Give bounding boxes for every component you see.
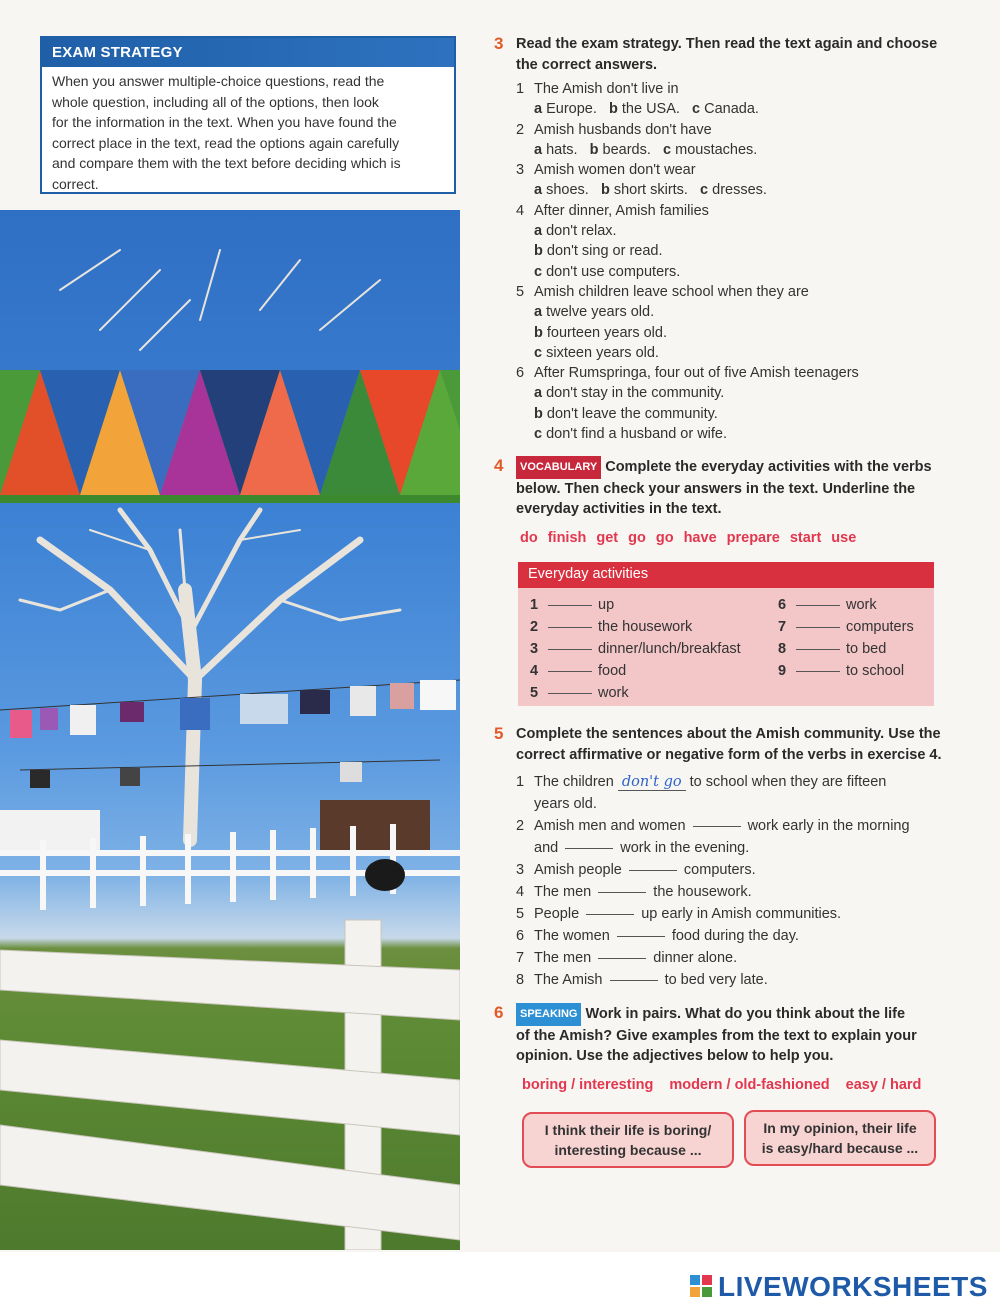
amish-farm-photo <box>0 210 460 1250</box>
answer-blank[interactable] <box>548 671 592 672</box>
table-row <box>530 616 741 638</box>
sentence-start: People <box>534 906 580 922</box>
instruction-line: below. Then check your answers in the text. Underline the <box>516 480 916 497</box>
option-a[interactable]: Europe. <box>546 101 597 118</box>
row-text: computers <box>846 619 914 635</box>
option-letter: b <box>609 101 618 118</box>
sentence-number: 2 <box>516 818 525 834</box>
option-letter: b <box>600 182 610 199</box>
row-number: 6 <box>778 597 787 613</box>
row-text: dinner/lunch/breakfast <box>598 641 741 657</box>
answer-gap[interactable] <box>586 914 634 915</box>
question-text: The Amish don't live in <box>534 81 679 97</box>
sentence-start: Amish men and women <box>534 818 686 834</box>
speaking-badge: SPEAKING <box>516 1003 581 1026</box>
option-a[interactable]: don't stay in the community. <box>546 385 725 402</box>
sentence-end: to bed very late. <box>664 972 768 988</box>
option-row <box>534 140 964 160</box>
row-number: 7 <box>778 619 787 635</box>
exercise-instruction <box>516 456 964 520</box>
question-text: After dinner, Amish families <box>534 202 709 219</box>
option-c[interactable]: don't find a husband or wife. <box>546 426 728 443</box>
exercise-5 <box>494 724 964 991</box>
answer-gap[interactable] <box>610 980 658 981</box>
exercise-number: 4 <box>494 456 504 475</box>
option-letter: c <box>700 182 709 199</box>
row-text: the housework <box>598 619 693 635</box>
exercise-number: 3 <box>494 34 504 53</box>
question <box>516 282 964 302</box>
row-number: 3 <box>530 641 539 657</box>
option-a[interactable]: twelve years old. <box>546 304 655 321</box>
example-answer: don't go <box>618 774 686 791</box>
exercise-6 <box>494 1003 964 1093</box>
option-a[interactable]: hats. <box>546 141 578 158</box>
exercise-number: 6 <box>494 1003 504 1022</box>
question-number: 2 <box>516 121 525 138</box>
adjective-pair: easy / hard <box>845 1076 922 1093</box>
table-row <box>530 660 741 682</box>
option-letter: c <box>534 344 543 361</box>
question-number: 5 <box>516 283 525 300</box>
question <box>516 79 964 99</box>
sentence-end: food during the day. <box>671 928 799 944</box>
verb-word: finish <box>547 529 587 546</box>
answer-blank[interactable] <box>796 605 840 606</box>
verb-word: use <box>831 529 857 546</box>
speech-bubble-1 <box>522 1112 734 1168</box>
sentence-start: The Amish <box>534 972 603 988</box>
option-b[interactable]: fourteen years old. <box>546 324 667 341</box>
row-number: 1 <box>530 597 539 613</box>
row-number: 8 <box>778 641 787 657</box>
barn <box>320 800 430 850</box>
sentence-start: The women <box>534 928 610 944</box>
instruction-line: correct affirmative or negative form of the verbs in exercise 4. <box>516 746 942 763</box>
sentence-continuation: years old. <box>534 796 597 812</box>
table-left-column <box>530 594 741 704</box>
option-row <box>534 262 964 282</box>
option-c[interactable]: moustaches. <box>675 141 758 158</box>
sentence-start: The men <box>534 884 592 900</box>
sentence-end: up early in Amish communities. <box>641 906 842 922</box>
sentence <box>516 925 964 947</box>
sentence-start: The children <box>534 774 614 790</box>
answer-gap[interactable] <box>565 848 613 849</box>
verb-word: go <box>655 529 674 546</box>
answer-gap[interactable] <box>629 870 677 871</box>
sentence <box>516 859 964 881</box>
sentence-end: work in the evening. <box>620 840 750 856</box>
option-row <box>534 99 964 119</box>
option-letter: c <box>663 141 672 158</box>
everyday-activities-table <box>518 562 934 706</box>
liveworksheets-logo[interactable]: LIVEWORKSHEETS <box>718 1271 988 1302</box>
sentence-end: to school when they are fifteen <box>689 774 887 790</box>
table-row <box>778 616 914 638</box>
option-row <box>534 180 964 200</box>
exam-strategy-title: EXAM STRATEGY <box>42 38 454 67</box>
table-row <box>530 594 741 616</box>
row-number: 4 <box>530 663 539 679</box>
exercise-3 <box>494 34 964 444</box>
question-number: 6 <box>516 365 525 382</box>
question-number: 4 <box>516 202 525 219</box>
answer-blank[interactable] <box>548 649 592 650</box>
question <box>516 201 964 221</box>
option-row <box>534 424 964 444</box>
sentence <box>516 903 964 925</box>
answer-gap[interactable] <box>693 826 741 827</box>
option-letter: a <box>534 304 543 321</box>
strategy-line: correct. <box>52 175 99 192</box>
table-right-column <box>778 594 914 682</box>
table-row <box>778 594 914 616</box>
sentence-start: and <box>534 840 559 856</box>
table-row <box>530 682 741 704</box>
exercise-4 <box>494 456 964 546</box>
question-text: Amish children leave school when they are <box>534 283 809 300</box>
option-row <box>534 383 964 403</box>
row-text: food <box>598 663 627 679</box>
option-b[interactable]: short skirts. <box>613 182 688 199</box>
front-fence <box>0 920 460 1250</box>
question-text: After Rumspringa, four out of five Amish teenagers <box>534 365 859 382</box>
sentence-end: computers. <box>683 862 756 878</box>
table-row <box>778 638 914 660</box>
row-number: 5 <box>530 685 539 701</box>
row-text: up <box>598 597 615 613</box>
answer-blank[interactable] <box>548 693 592 694</box>
row-text: to school <box>846 663 905 679</box>
instruction-line: Complete the sentences about the Amish community. Use the <box>516 726 941 742</box>
sentence-end: dinner alone. <box>653 950 738 966</box>
row-text: work <box>846 597 877 613</box>
sentence-start: The men <box>534 950 592 966</box>
instruction-line: of the Amish? Give examples from the text to explain your <box>516 1027 917 1044</box>
quilt-banner <box>0 370 460 503</box>
option-letter: b <box>534 243 543 260</box>
instruction-line: the correct answers. <box>516 56 658 73</box>
question <box>516 160 964 180</box>
adjective-list <box>522 1077 964 1093</box>
option-letter: a <box>534 182 543 199</box>
option-letter: b <box>534 405 543 422</box>
exercise-instruction <box>516 34 964 75</box>
sentence-continuation <box>516 837 964 859</box>
row-text: to bed <box>846 641 887 657</box>
strategy-line: and compare them with the text before deciding which is <box>52 155 401 171</box>
sentence <box>516 815 964 837</box>
verb-word: have <box>683 529 717 546</box>
option-letter: c <box>692 101 701 118</box>
instruction-line: Read the exam strategy. Then read the text again and choose <box>516 36 938 52</box>
option-a[interactable]: don't relax. <box>546 223 617 240</box>
instruction-line: opinion. Use the adjectives below to help you. <box>516 1048 834 1064</box>
sentence <box>516 771 964 793</box>
question <box>516 363 964 383</box>
sentence-number: 5 <box>516 906 525 922</box>
question-text: Amish husbands don't have <box>534 121 712 138</box>
verb-word: do <box>520 529 538 546</box>
exercise-instruction <box>516 724 964 765</box>
sentence-end: the housework. <box>653 884 752 900</box>
answer-blank[interactable] <box>548 627 592 628</box>
answer-gap[interactable] <box>617 936 665 937</box>
row-number: 9 <box>778 663 787 679</box>
option-row <box>534 241 964 261</box>
option-letter: a <box>534 101 543 118</box>
exam-strategy-text <box>42 67 454 198</box>
sentence <box>516 881 964 903</box>
answer-blank[interactable] <box>796 671 840 672</box>
answer-blank[interactable] <box>796 627 840 628</box>
option-letter: a <box>534 141 543 158</box>
liveworksheets-logo-icon <box>690 1275 712 1297</box>
sentence-number: 1 <box>516 774 525 790</box>
option-c[interactable]: sixteen years old. <box>546 344 659 361</box>
sentence-number: 4 <box>516 884 525 900</box>
option-b[interactable]: the USA. <box>621 101 680 118</box>
sentence-number: 8 <box>516 972 525 988</box>
option-letter: a <box>534 385 543 402</box>
instruction-line: everyday activities in the text. <box>516 501 722 517</box>
bubble-line: In my opinion, their life <box>763 1120 917 1136</box>
answer-gap[interactable] <box>598 892 646 893</box>
strategy-line: correct place in the text, read the options again carefully <box>52 134 400 151</box>
answer-gap[interactable] <box>598 958 646 959</box>
option-c[interactable]: don't use computers. <box>546 263 681 280</box>
verb-word: start <box>789 529 822 546</box>
bare-tree <box>20 250 400 840</box>
row-number: 2 <box>530 619 539 635</box>
question-number: 1 <box>516 81 525 97</box>
bubble-line: is easy/hard because ... <box>761 1140 919 1156</box>
farmhouse <box>0 810 100 850</box>
table-title: Everyday activities <box>518 562 934 588</box>
option-letter: c <box>534 426 543 443</box>
answer-blank[interactable] <box>796 649 840 650</box>
option-c[interactable]: dresses. <box>712 182 767 199</box>
option-a[interactable]: shoes. <box>546 182 589 199</box>
option-c[interactable]: Canada. <box>704 101 759 118</box>
vocabulary-badge: VOCABULARY <box>516 456 601 479</box>
bubble-line: I think their life is boring/ <box>544 1122 712 1138</box>
sentence-number: 7 <box>516 950 525 966</box>
option-b[interactable]: don't sing or read. <box>546 243 663 260</box>
adjective-pair: boring / interesting <box>522 1076 654 1093</box>
sentence-number: 6 <box>516 928 525 944</box>
option-row <box>534 302 964 322</box>
clothesline <box>0 680 460 788</box>
instruction-line: Complete the everyday activities with the verbs <box>605 459 932 475</box>
option-letter: c <box>534 263 543 280</box>
instruction-line: Work in pairs. What do you think about the life <box>585 1006 906 1022</box>
option-letter: a <box>534 223 543 240</box>
option-b[interactable]: beards. <box>602 141 651 158</box>
row-text: work <box>598 685 629 701</box>
option-row <box>534 404 964 424</box>
sentence <box>516 947 964 969</box>
verb-word: go <box>628 529 646 546</box>
question-number: 3 <box>516 162 525 179</box>
option-row <box>534 221 964 241</box>
bubble-line: interesting because ... <box>554 1142 702 1158</box>
question <box>516 120 964 140</box>
option-letter: b <box>589 141 599 158</box>
sentence-end: work early in the morning <box>747 818 910 834</box>
strategy-line: When you answer multiple-choice questions, read the <box>52 73 385 89</box>
verb-list <box>520 530 964 546</box>
exercise-instruction <box>516 1003 964 1067</box>
table-row <box>778 660 914 682</box>
verb-word: get <box>596 529 619 546</box>
photo-illustration <box>0 210 460 1250</box>
strategy-line: for the information in the text. When you have found the <box>52 114 397 130</box>
verb-word: prepare <box>726 529 780 546</box>
sentence <box>516 969 964 991</box>
question-text: Amish women don't wear <box>534 162 696 179</box>
exercise-number: 5 <box>494 724 504 743</box>
option-row <box>534 343 964 363</box>
option-row <box>534 323 964 343</box>
option-b[interactable]: don't leave the community. <box>546 405 718 422</box>
exam-strategy-box <box>40 36 456 194</box>
strategy-line: whole question, including all of the options, then look <box>52 93 379 110</box>
horse <box>365 859 405 891</box>
adjective-pair: modern / old-fashioned <box>669 1076 830 1093</box>
sentence-number: 3 <box>516 862 525 878</box>
answer-blank[interactable] <box>548 605 592 606</box>
option-letter: b <box>534 324 543 341</box>
speech-bubble-2 <box>744 1110 936 1166</box>
table-row <box>530 638 741 660</box>
sentence-start: Amish people <box>534 862 622 878</box>
